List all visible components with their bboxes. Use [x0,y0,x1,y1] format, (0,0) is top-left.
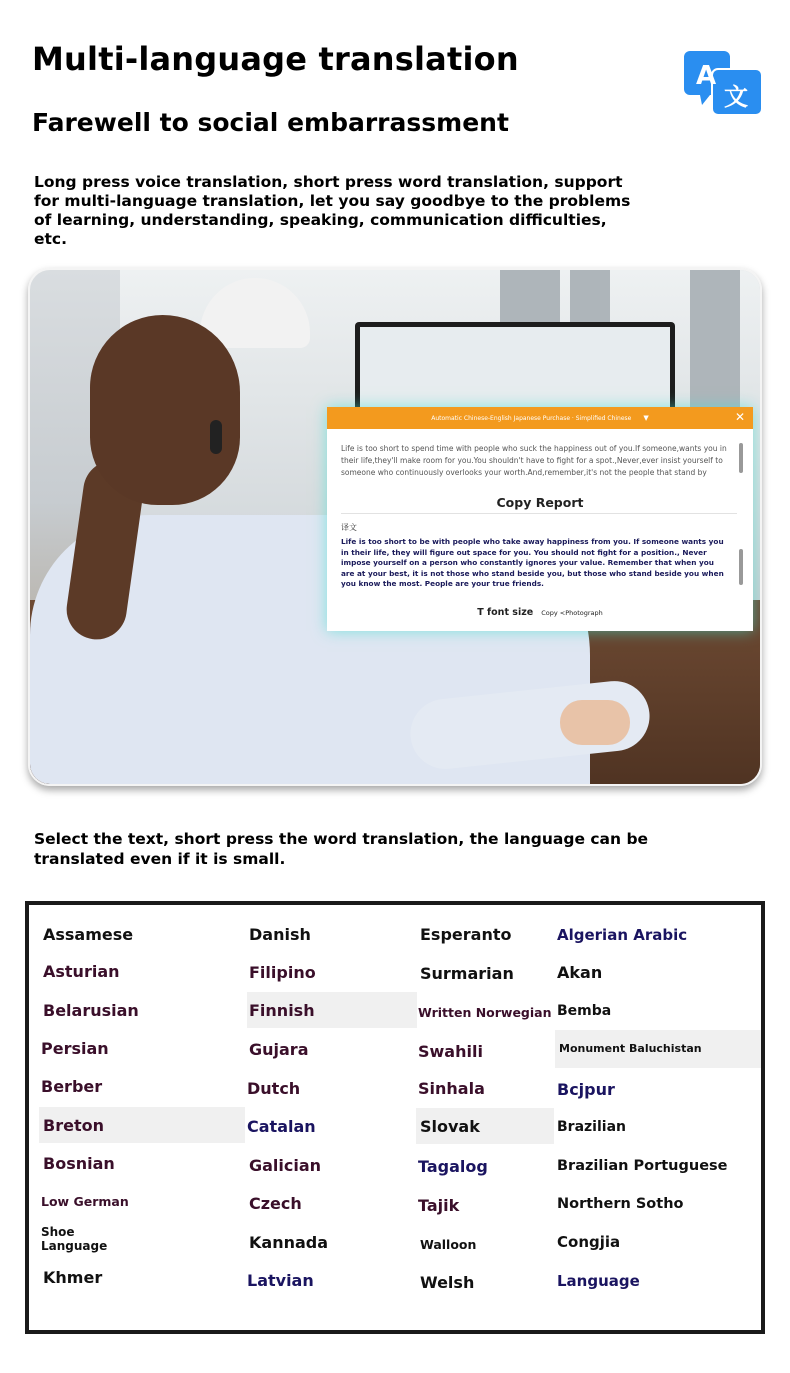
language-item: Czech [249,1193,302,1213]
divider [341,513,737,514]
page-subtitle: Farewell to social embarrassment [32,108,509,137]
source-text[interactable]: Life is too short to spend time with people who suck the happiness out of you.If someone,wants you in their life,they'll make room for you.You shouldn't have to fight for a spot.,Never,ever insist yourself to someone who continuously overlooks your worth.And,remember,it's not the people that stand by [341,444,727,477]
language-item: Swahili [418,1041,483,1061]
language-item: Khmer [43,1267,103,1287]
translation-result[interactable]: Life is too short to be with people who take away happiness from you. If someone wants you in their life, they will figure out space for you. You should not fight for a position., Never impose yourself on a person who constantly ignores your value. Remember that when you are at your best, it is not those who stand beside you, but those who stand beside you when you know the most. People are your true friends. [341,537,724,588]
language-item: Northern Sotho [557,1196,684,1212]
hero-image [28,268,762,786]
language-item: Welsh [420,1272,475,1292]
language-item: Finnish [247,992,417,1028]
language-item: Low German [41,1193,129,1209]
earbud [210,420,222,454]
copy-button[interactable]: Copy <Photograph [541,609,603,617]
building [690,270,740,420]
language-item: Persian [41,1038,109,1058]
language-item: Tagalog [418,1156,488,1176]
language-item: Latvian [247,1270,314,1290]
language-item: Danish [249,924,311,944]
language-item: Brazilian [557,1119,626,1135]
translator-popup [327,407,753,631]
page-title: Multi-language translation [32,40,519,78]
close-icon[interactable]: ✕ [734,410,745,424]
source-scrollbar[interactable] [739,443,743,473]
language-item: Akan [557,962,603,982]
translate-icon-b: 文 [724,83,748,111]
language-item: Sinhala [418,1078,485,1098]
language-item: Berber [41,1076,103,1096]
language-item: Written Norwegian [418,1004,552,1020]
language-item: Monument Baluchistan [555,1030,761,1068]
language-item: Breton [39,1107,245,1143]
language-item: Galician [249,1155,322,1175]
language-item: Language [557,1272,640,1290]
chevron-down-icon[interactable]: ▼ [643,414,649,422]
language-grid [25,901,765,1334]
language-item: Catalan [247,1116,316,1136]
language-item: Algerian Arabic [557,926,688,944]
feature-description: Long press voice translation, short press word translation, support for multi-language translation, let you say goodbye to the problems of learning, understanding, speaking, communication difficulties, etc. [34,173,631,248]
person-hand [560,700,630,745]
language-selector[interactable]: Automatic Chinese-English Japanese Purchase · Simplified Chinese [431,414,632,422]
language-item: Dutch [247,1078,301,1098]
language-item: Congjia [557,1233,621,1251]
result-scrollbar[interactable] [739,549,743,585]
usage-note: Select the text, short press the word translation, the language can be translated even if it is small. [34,830,649,868]
language-item: Surmarian [420,963,514,983]
popup-heading: Copy Report [496,495,584,510]
language-item: Tajik [418,1195,460,1215]
language-item: Bosnian [43,1153,115,1173]
language-item: Esperanto [420,924,512,944]
language-item: Bemba [557,1003,612,1019]
language-item: Brazilian Portuguese [557,1158,728,1174]
translate-icon [684,51,764,117]
popup-top-bar [327,407,753,429]
language-item: Gujara [249,1039,309,1059]
popup-footer [327,607,753,618]
language-item: Asturian [43,961,120,981]
language-item: Bcjpur [557,1079,615,1099]
person-head [90,315,240,505]
language-item: Kannada [249,1232,329,1252]
language-item: Slovak [416,1108,554,1144]
language-item: Shoe Language [41,1225,108,1253]
translate-icon-a: A [696,61,717,91]
font-size-button[interactable]: T font size [477,607,534,618]
language-item: Filipino [249,962,316,982]
result-tag: 译文 [341,523,357,532]
language-item: Walloon [420,1236,477,1252]
language-item: Assamese [43,924,134,944]
language-item: Belarusian [43,1000,139,1020]
